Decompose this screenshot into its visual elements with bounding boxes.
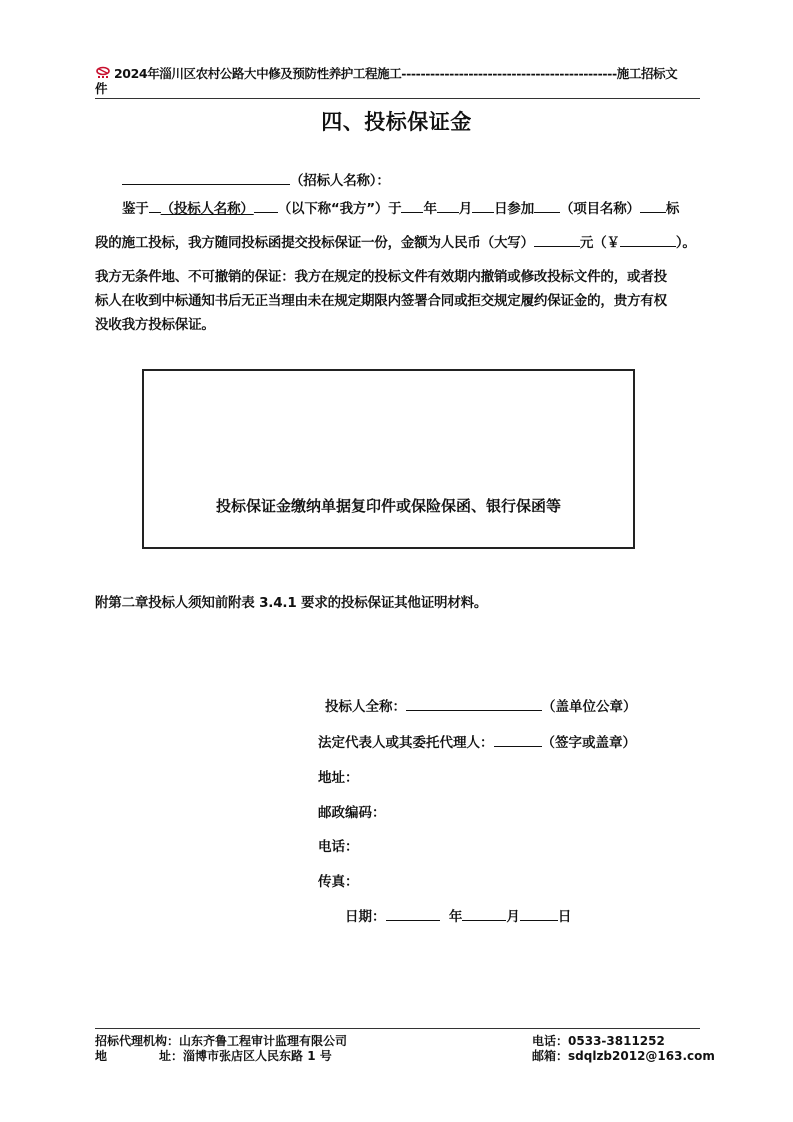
representative-blank	[494, 745, 542, 747]
body-text: 元（￥	[579, 235, 620, 251]
footer-address	[95, 1047, 332, 1064]
section-blank	[640, 211, 666, 213]
amount-figure-blank	[620, 245, 676, 247]
body-line-3: 我方无条件地、不可撤销的保证：我方在规定的投标文件有效期内撤销或修改投标文件的，或者投	[95, 269, 667, 285]
footer-email-label: 邮箱：	[532, 1049, 569, 1063]
bidder-blank	[406, 709, 542, 711]
month-blank	[437, 211, 459, 213]
body-line-4: 标人在收到中标通知书后无正当理由未在规定期限内签署合同或拒交规定履约保证金的，贵方有权	[95, 293, 667, 309]
guarantee-attachment-box	[142, 369, 635, 549]
company-logo-icon	[95, 66, 113, 80]
date-line	[345, 905, 571, 925]
postcode-label: 邮政编码：	[318, 805, 386, 821]
addressee-blank	[122, 183, 290, 185]
header-title-line2: 件	[95, 81, 108, 96]
bidder-suffix: （盖单位公章）	[542, 699, 637, 715]
running-header	[95, 66, 700, 96]
header-rule	[95, 98, 700, 99]
addressee-suffix: （招标人名称）：	[290, 173, 390, 189]
blank	[254, 211, 278, 213]
body-text: 标	[665, 201, 680, 217]
body-text: 年	[423, 201, 437, 217]
body-text: 日参加	[494, 201, 534, 217]
representative-suffix: （签字或盖章）	[541, 735, 636, 751]
body-text: 鉴于	[122, 201, 149, 217]
day-blank	[472, 211, 494, 213]
blank	[534, 211, 560, 213]
date-day: 日	[557, 909, 572, 925]
footer-address-label: 址：	[159, 1049, 184, 1063]
date-day-blank	[520, 919, 558, 921]
body-text: 段的施工投标，我方随同投标函提交投标保证一份，金额为人民币（大写）	[95, 235, 534, 251]
bidder-signature-line	[325, 695, 637, 715]
blank	[149, 211, 161, 213]
footer-rule	[95, 1028, 700, 1029]
date-month-blank	[462, 919, 506, 921]
footer-email-value: sdqlzb2012@163.com	[568, 1049, 715, 1063]
date-label: 日期：	[345, 909, 386, 925]
body-line-2	[95, 226, 715, 260]
address-label: 地址：	[318, 770, 359, 786]
representative-label: 法定代表人或其委托代理人：	[318, 735, 494, 751]
body-text: （项目名称）	[560, 201, 640, 217]
footer-phone-label: 电话：	[532, 1034, 569, 1048]
fax-label: 传真：	[318, 874, 359, 890]
body-text: （以下称“我方”）于	[277, 201, 402, 217]
bidder-name-field: （投标人名称）	[160, 201, 254, 217]
appendix-note: 附第二章投标人须知前附表 3.4.1 要求的投标保证其他证明材料。	[95, 595, 488, 611]
page-title: 四、投标保证金	[321, 110, 472, 134]
body-line-5: 没收我方投标保证。	[95, 317, 215, 333]
box-caption: 投标保证金缴纳单据复印件或保险保函、银行保函等	[215, 497, 561, 515]
body-text: ）。	[675, 235, 696, 251]
amount-words-blank	[534, 245, 580, 247]
bidder-label: 投标人全称：	[325, 699, 406, 715]
date-month: 月	[506, 909, 520, 925]
date-year-blank	[386, 919, 440, 921]
footer-agency-name: 山东齐鲁工程审计监理有限公司	[179, 1034, 348, 1048]
representative-line	[318, 731, 636, 751]
year-blank	[401, 211, 423, 213]
footer-email	[532, 1047, 715, 1064]
body-text: 月	[458, 201, 473, 217]
phone-label: 电话：	[318, 839, 359, 855]
body-line-1	[122, 192, 712, 226]
header-title-line1: 2024年淄川区农村公路大中修及预防性养护工程施工---------------------------------------------施工招标文	[114, 66, 678, 81]
date-year: 年	[448, 909, 463, 925]
footer-agency-label: 招标代理机构：	[95, 1034, 180, 1048]
footer-address-label: 地	[95, 1049, 108, 1063]
footer-phone-value: 0533-3811252	[568, 1034, 665, 1048]
footer-address-value: 淄博市张店区人民东路 1 号	[183, 1049, 332, 1063]
